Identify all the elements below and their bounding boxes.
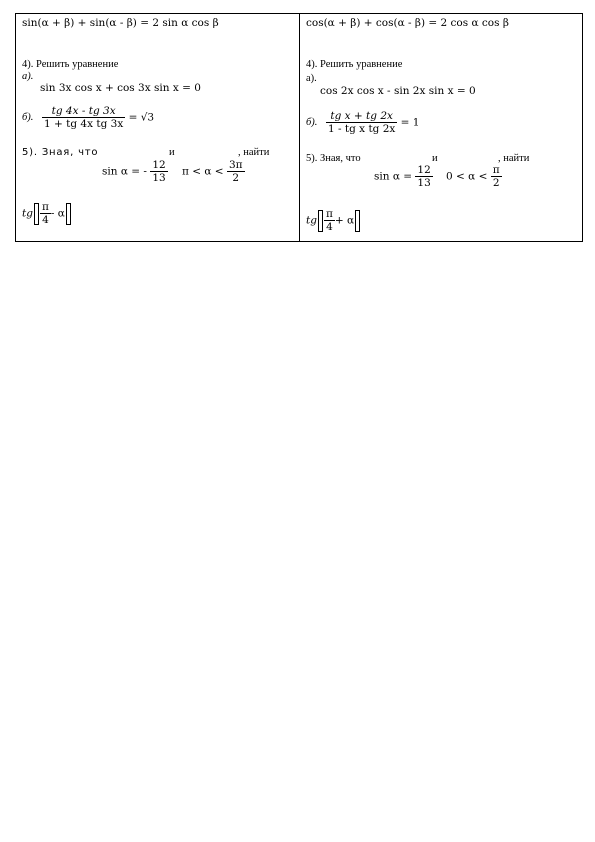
- task5-condition-sin: [374, 164, 433, 189]
- task5-condition-range: [446, 164, 502, 189]
- task5-target-numerator: π: [325, 208, 333, 220]
- task5-lead: 5). Зная, что: [306, 153, 361, 164]
- task4b-rhs: = 1: [400, 116, 420, 129]
- task5-target-numerator: π: [41, 201, 49, 213]
- task5-find: , найти: [498, 153, 530, 164]
- task5-cond1-denominator: 13: [152, 172, 166, 184]
- task5-cond2-denominator: 2: [492, 177, 500, 189]
- bracket-glyph-icon: [318, 210, 323, 232]
- task5-target-tail: - α: [50, 207, 65, 220]
- task4b-equation: [326, 110, 420, 135]
- task4b-denominator: 1 + tg 4x tg 3x: [44, 118, 124, 130]
- task4b-denominator: 1 - tg x tg 2x: [328, 123, 396, 135]
- task5-cond1-lhs: sin α =: [374, 170, 413, 183]
- task4b-numerator: tg x + tg 2x: [326, 110, 397, 123]
- task4b-numerator: tg 4x - tg 3x: [42, 105, 125, 118]
- task4a-label: а).: [306, 73, 317, 84]
- task4a-equation: cos 2x cos x - sin 2x sin x = 0: [320, 85, 476, 97]
- variant-right-cell: [300, 14, 583, 241]
- bracket-glyph-icon: [34, 203, 39, 225]
- task4b-label: б).: [306, 117, 318, 128]
- task5-cond2-lhs: π < α <: [182, 165, 224, 178]
- task5-condition-range: [182, 159, 245, 184]
- bracket-glyph-icon: [66, 203, 71, 225]
- task5-cond2-numerator: π: [492, 164, 500, 176]
- task4b-label: б).: [22, 112, 34, 123]
- task5-target-fn: tg: [22, 207, 33, 220]
- task4b-fraction: [326, 110, 397, 135]
- task5-target: [22, 201, 72, 226]
- task5-lead: 5). Зная, что: [22, 147, 99, 158]
- variant-left-cell: [16, 14, 299, 241]
- task5-cond2-lhs: 0 < α <: [446, 170, 488, 183]
- task4b-fraction: [42, 105, 125, 130]
- task5-cond1-lhs: sin α = -: [102, 165, 147, 178]
- task5-target-denominator: 4: [326, 221, 333, 233]
- task4-heading: 4). Решить уравнение: [22, 59, 119, 70]
- identity-formula: cos(α + β) + cos(α - β) = 2 cos α cos β: [306, 17, 509, 29]
- task4a-label: а).: [22, 71, 34, 82]
- task-table: [15, 13, 583, 242]
- task4b-equation: [42, 105, 154, 130]
- task5-condition-sin: [102, 159, 168, 184]
- task5-cond2-numerator: 3π: [228, 159, 243, 171]
- task4b-rhs: = √3: [128, 111, 155, 124]
- task5-target: [306, 208, 361, 233]
- task5-target-tail: + α: [334, 214, 355, 227]
- task5-cond1-numerator: 12: [417, 164, 431, 176]
- task5-find: , найти: [238, 147, 270, 158]
- task5-and: и: [432, 153, 438, 164]
- task5-cond2-denominator: 2: [232, 172, 240, 184]
- task5-and: и: [169, 147, 175, 158]
- bracket-glyph-icon: [355, 210, 360, 232]
- task5-cond1-denominator: 13: [417, 177, 431, 189]
- task4a-equation: sin 3x cos x + cos 3x sin x = 0: [40, 82, 201, 94]
- task5-target-denominator: 4: [42, 214, 49, 226]
- task5-cond1-numerator: 12: [152, 159, 166, 171]
- task4-heading: 4). Решить уравнение: [306, 59, 403, 70]
- task5-target-fn: tg: [306, 214, 317, 227]
- identity-formula: sin(α + β) + sin(α - β) = 2 sin α cos β: [22, 17, 219, 29]
